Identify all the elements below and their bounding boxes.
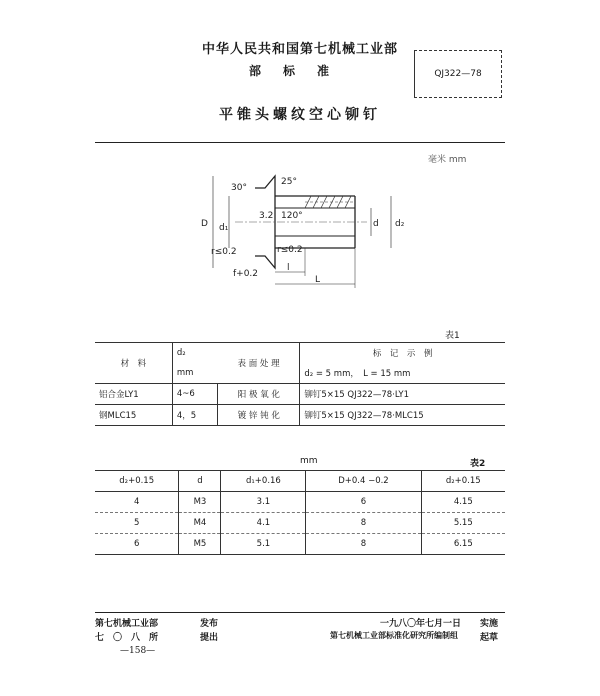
cell: 8 — [306, 513, 421, 534]
header-surface: 表 面 处 理 — [218, 343, 300, 384]
cell: 5.15 — [421, 513, 505, 534]
unit-note: 毫米 mm — [428, 155, 467, 165]
standard-code-box — [414, 50, 502, 98]
cell: 8 — [306, 534, 421, 555]
roughness-label: 3.2 — [259, 211, 274, 221]
effective-date: 一九八〇年七月一日 — [380, 619, 462, 629]
thread-length-label: l — [287, 263, 290, 273]
header-d2: d₂ — [172, 343, 217, 364]
issuer: 第七机械工业部 — [95, 619, 159, 629]
dim-d2-label: d₂ — [395, 219, 405, 229]
cell-surface: 镀 锌 钝 化 — [218, 405, 300, 426]
proposer: 七 〇 八 所 — [95, 633, 159, 643]
header-col: D+0.4 −0.2 — [306, 471, 421, 492]
cell-marking: 铆钉5×15 QJ322—78·MLC15 — [300, 405, 505, 426]
header-col: d₂+0.15 — [421, 471, 505, 492]
cell: 3.1 — [221, 492, 306, 513]
cell: 6 — [306, 492, 421, 513]
page-number: —158— — [120, 646, 156, 656]
cell: 4.15 — [421, 492, 505, 513]
table-row — [95, 384, 505, 405]
table-row — [95, 513, 505, 534]
cell: M5 — [179, 534, 221, 555]
tolerance-label: f+0.2 — [233, 269, 259, 279]
header-marking-sub: d₂ = 5 mm， L = 15 mm — [300, 363, 505, 384]
cell: 6.15 — [421, 534, 505, 555]
chamfer-label: 25° — [281, 177, 297, 187]
table-row — [95, 534, 505, 555]
dim-d1-label: d₁ — [219, 223, 229, 233]
table-row — [95, 492, 505, 513]
cell-marking: 铆钉5×15 QJ322—78·LY1 — [300, 384, 505, 405]
table2-caption: 表2 — [470, 459, 486, 469]
header-col: d — [179, 471, 221, 492]
cell: 6 — [95, 534, 179, 555]
material-table — [95, 342, 505, 426]
cell: 5.1 — [221, 534, 306, 555]
table1-caption: 表1 — [445, 331, 460, 341]
dimension-table — [95, 470, 505, 555]
header-material: 材 料 — [95, 343, 172, 384]
cone-angle-label: 120° — [281, 211, 303, 221]
footer-divider — [95, 612, 505, 613]
header-col: d₁+0.16 — [221, 471, 306, 492]
cell-d2: 4，5 — [172, 405, 217, 426]
standard-type: 部标准 — [248, 64, 351, 78]
implement-word: 实施 — [480, 619, 499, 629]
standard-code: QJ322—78 — [434, 69, 482, 79]
radius-label-1: r≤0.2 — [211, 247, 237, 257]
document-title: 平锥头螺纹空心铆钉 — [219, 107, 381, 123]
radius-label-2: r≤0.2 — [277, 245, 303, 255]
cell: 5 — [95, 513, 179, 534]
table-row — [95, 405, 505, 426]
header-col: d₂+0.15 — [95, 471, 179, 492]
title-divider — [95, 142, 505, 143]
header-marking: 标 记 示 例 — [300, 343, 505, 364]
edit-word: 起草 — [480, 633, 499, 643]
propose-word: 提出 — [200, 633, 219, 643]
cell: M4 — [179, 513, 221, 534]
cell-surface: 阳 极 氧 化 — [218, 384, 300, 405]
rivet-drawing — [195, 166, 425, 296]
cell-material: 钢MLC15 — [95, 405, 172, 426]
dim-d-label: d — [373, 219, 379, 229]
editor: 第七机械工业部标准化研究所编制组 — [330, 630, 458, 640]
cell: 4 — [95, 492, 179, 513]
cell-material: 铝合金LY1 — [95, 384, 172, 405]
ministry-header: 中华人民共和国第七机械工业部 — [201, 42, 398, 57]
dim-D-label: D — [201, 219, 208, 229]
length-label: L — [315, 275, 321, 285]
cell-d2: 4~6 — [172, 384, 217, 405]
table2-unit: mm — [300, 456, 318, 466]
issue-word: 发布 — [200, 619, 219, 629]
cell: M3 — [179, 492, 221, 513]
angle-label: 30° — [231, 183, 247, 193]
cell: 4.1 — [221, 513, 306, 534]
header-d2-unit: mm — [172, 363, 217, 384]
